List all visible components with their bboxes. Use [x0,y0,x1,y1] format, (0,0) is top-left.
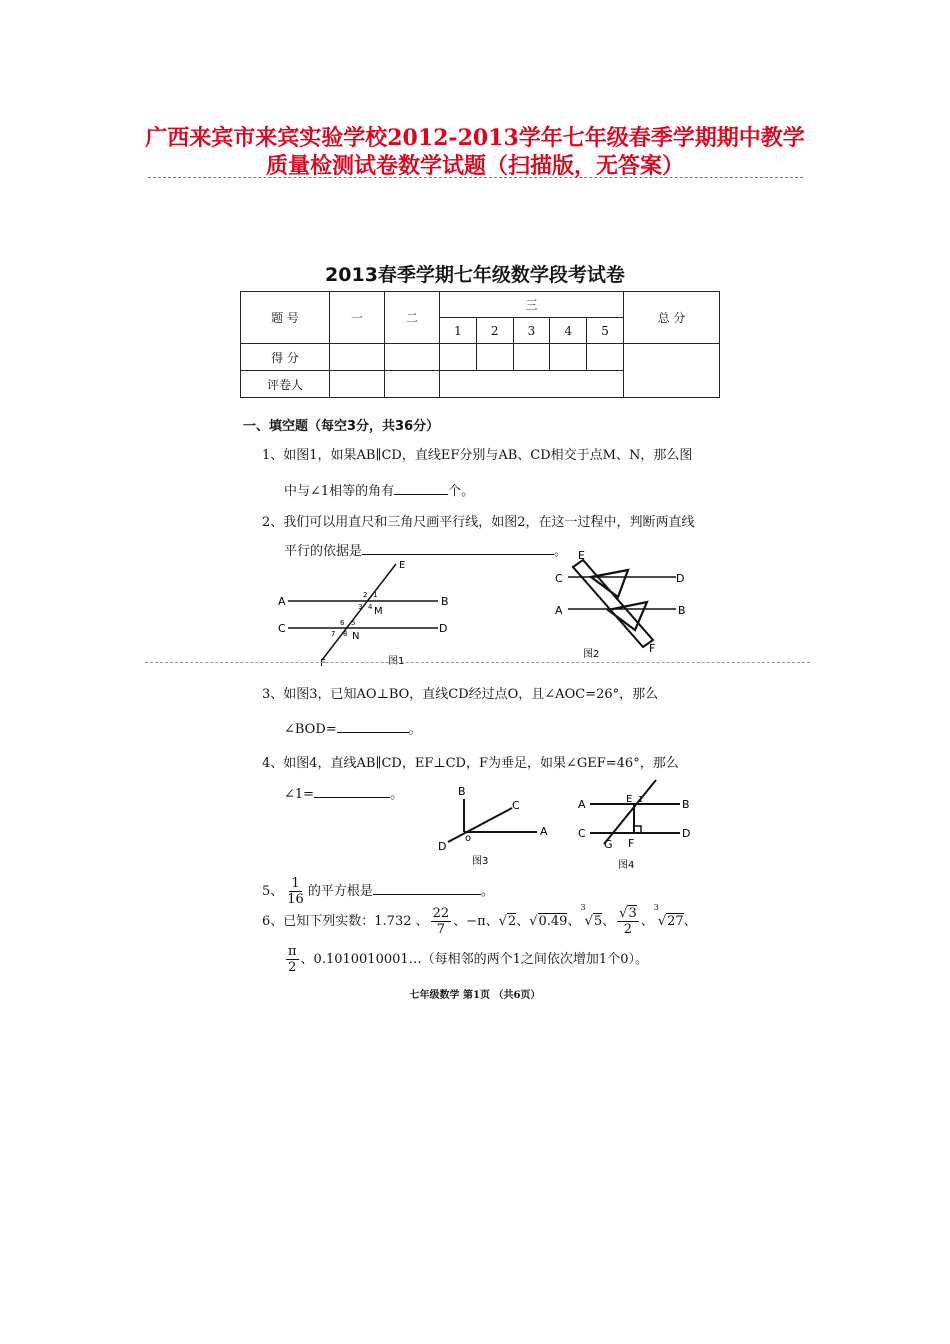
fig3-label-O: o [465,833,472,844]
fig1-label-B: B [441,595,449,608]
figure-1 [270,558,460,670]
fig2-label-E: E [578,549,585,562]
fig4-label-D: D [682,827,691,840]
fig1-angle-3: 3 [358,603,363,611]
q6-cbrt-27: $^3$√27 [653,903,684,929]
fig2-label-F: F [649,642,656,655]
fig1-angle-8: 8 [343,630,348,638]
fig1-angle-7: 7 [331,630,336,638]
fig3-label-C: C [512,799,520,812]
fig4-label-C: C [578,827,586,840]
sub-col-1: 1 [440,318,477,344]
col-three-cell: 三 [440,292,624,318]
sub-col-2: 2 [476,318,513,344]
fig1-label-M: M [374,606,383,617]
fig3-label-D: D [438,840,447,853]
q5-fraction: $\frac{1}{16}$ [287,876,304,907]
figure-3 [432,782,562,872]
section-heading-fill-in: 一、填空题（每空3分，共36分） [243,419,440,434]
q6-line1: 6、已知下列实数：1.732 、 $\frac{22}{7}$ 、−π、√2、√0.49、$^3$√5、 $\frac{√3}{2}$ 、$^3$√27、 [262,903,697,937]
q6-sqrt-2: √2 [498,914,517,929]
document-title-line-1: 广西来宾市来宾实验学校2012-2013学年七年级春季学期期中教学 [145,125,805,151]
sub-col-4: 4 [550,318,587,344]
fig3-label-B: B [458,785,466,798]
page-footer: 七年级数学 第1页 （共6页） [409,990,541,1001]
fig1-angle-1: 1 [373,591,378,599]
q2-answer-blank[interactable] [362,542,554,555]
fig4-label-G: G [604,838,613,851]
score-row-label: 得 分 [241,344,330,371]
fig1-label-A: A [278,595,286,608]
fig1-label-C: C [278,622,286,635]
page-break-divider [145,662,810,663]
q3-line1: 3、如图3，已知AO⊥BO，直线CD经过点O，且∠AOC=26°，那么 [262,687,659,702]
figure-4 [572,776,702,872]
score-table [240,291,720,398]
q2-line2: 平行的依据是 。 [284,544,568,559]
fig1-label-N: N [352,631,360,642]
fig3-caption: 图3 [472,856,489,867]
q2-line1: 2、我们可以用直尺和三角尺画平行线，如图2，在这一过程中，判断两直线 [262,515,695,530]
document-title-line-2: 质量检测试卷数学试题（扫描版，无答案） [265,153,684,179]
q6-line2: $\frac{\pi}{2}$ 、0.1010010001…（每相邻的两个1之间依次增加1个0）。 [288,944,648,975]
fig4-label-E: E [626,794,633,805]
fig1-label-D: D [439,622,448,635]
q6-fraction-22-7: $\frac{22}{7}$ [432,906,450,937]
q3-line2: ∠BOD= 。 [284,722,422,737]
fig1-angle-6: 6 [340,619,345,627]
fig1-label-E: E [399,560,406,571]
q6-fraction-pi-2: $\frac{\pi}{2}$ [288,944,297,975]
row-header-cell: 题 号 [241,292,330,344]
fig1-angle-5: 5 [351,619,356,627]
fig2-label-B: B [678,604,686,617]
q1-answer-blank[interactable] [394,482,448,495]
fig1-angle-4: 4 [368,603,373,611]
q1-line2: 中与∠1相等的角有 个。 [284,484,475,499]
q5: 5、 $\frac{1}{16}$ 的平方根是 。 [262,876,494,907]
col-one-cell: 一 [330,292,385,344]
q6-sqrt-049: √0.49 [529,914,568,929]
title-divider [148,177,803,178]
col-two-cell: 二 [385,292,440,344]
fig4-label-B: B [682,798,690,811]
q4-answer-blank[interactable] [314,785,390,798]
fig4-label-F: F [628,837,635,850]
q6-cbrt-5: $^3$√5 [580,903,603,929]
fig1-label-F: F [320,658,326,669]
fig4-angle-1: 1 [638,795,644,804]
grader-row-label: 评卷人 [241,371,330,398]
q4-line2: ∠1= 。 [284,787,404,802]
figure-2 [548,548,698,660]
q3-answer-blank[interactable] [337,720,409,733]
fig2-label-A: A [555,604,563,617]
q6-fraction-sqrt3-2: $\frac{√3}{2}$ [619,906,637,937]
q4-line1: 4、如图4，直线AB∥CD，EF⊥CD，F为垂足，如果∠GEF=46°，那么 [262,756,679,771]
q1-line1: 1、如图1，如果AB∥CD，直线EF分别与AB、CD相交于点M、N，那么图 [262,448,693,463]
total-cell: 总 分 [624,292,720,344]
fig1-angle-2: 2 [363,591,368,599]
fig4-caption: 图4 [618,860,635,871]
q5-answer-blank[interactable] [373,882,481,895]
sub-col-3: 3 [513,318,550,344]
fig2-label-C: C [555,572,563,585]
fig2-caption: 图2 [583,649,600,660]
sub-col-5: 5 [587,318,624,344]
fig1-caption: 图1 [388,656,405,667]
exam-title: 2013春季学期七年级数学段考试卷 [325,264,625,286]
fig3-label-A: A [540,825,548,838]
fig4-label-A: A [578,798,586,811]
fig2-label-D: D [676,572,685,585]
